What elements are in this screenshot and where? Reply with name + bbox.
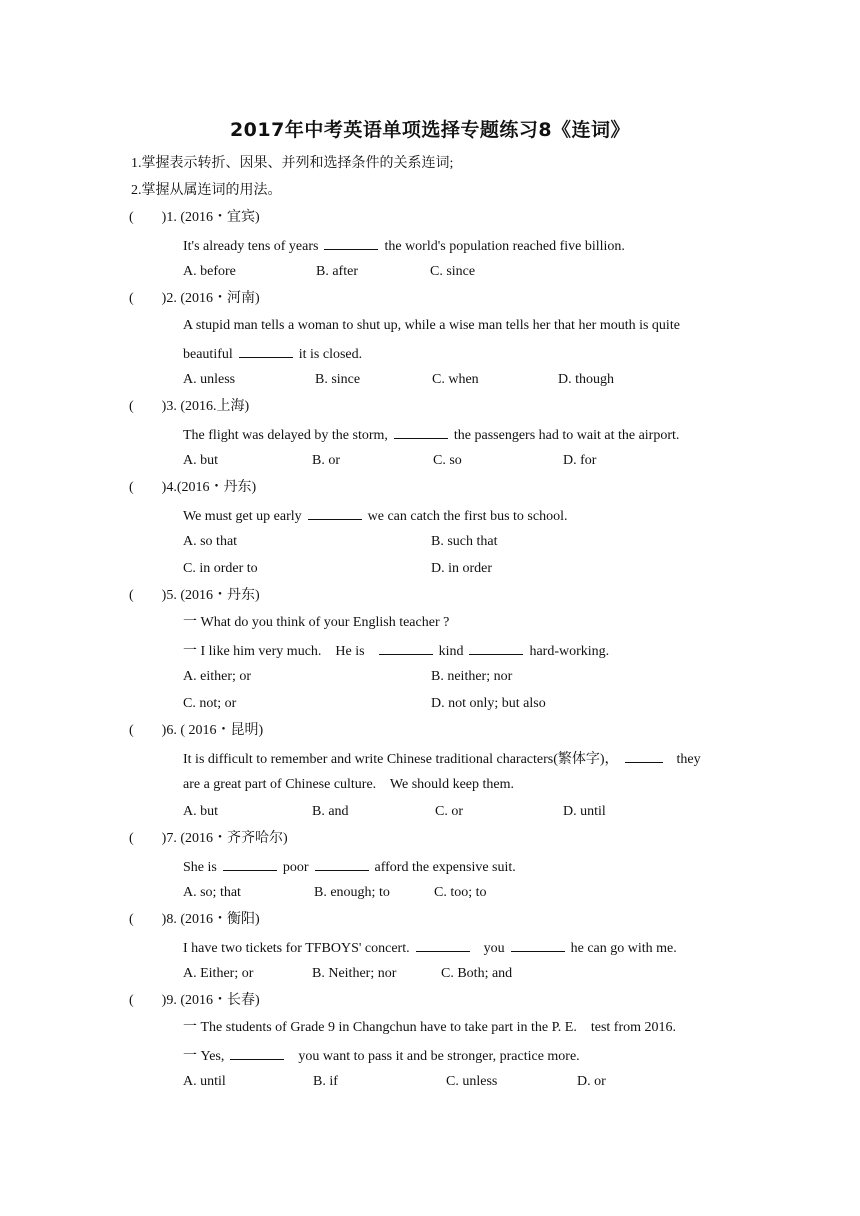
stem-text: the passengers had to wait at the airport. — [453, 428, 680, 443]
option-a: A. unless — [183, 372, 236, 387]
question-1-stem — [183, 236, 625, 256]
option-d: D. in order — [431, 561, 493, 576]
option-b: B. if — [313, 1074, 338, 1089]
question-5-header: ( )5. (2016・丹东) — [129, 588, 260, 603]
answer-blank — [230, 1046, 284, 1060]
stem-text: 一 I like him very much. He is — [183, 644, 365, 659]
option-c: C. too; to — [434, 885, 487, 900]
question-3-stem — [183, 425, 679, 445]
answer-blank — [394, 425, 448, 439]
stem-text: The flight was delayed by the storm, — [183, 428, 388, 443]
option-a: A. but — [183, 804, 218, 819]
stem-text: hard-working. — [529, 644, 610, 659]
question-header-text: )9. (2016・长春) — [161, 993, 260, 1008]
option-c: C. since — [430, 264, 476, 279]
question-4-stem — [183, 506, 567, 526]
stem-text: I have two tickets for TFBOYS' concert. — [183, 941, 410, 956]
question-7-header: ( )7. (2016・齐齐哈尔) — [129, 831, 288, 846]
question-header-text: )7. (2016・齐齐哈尔) — [161, 831, 288, 846]
page-title: 2017年中考英语单项选择专题练习8《连词》 — [229, 119, 631, 141]
answer-blank — [625, 749, 663, 763]
answer-blank — [416, 938, 470, 952]
question-2-header: ( )2. (2016・河南) — [129, 291, 260, 306]
option-a: A. so; that — [183, 885, 241, 900]
stem-text: you — [483, 941, 505, 956]
answer-blank — [324, 236, 378, 250]
question-6-stem-line-2: are a great part of Chinese culture. We should keep them. — [183, 777, 514, 792]
stem-text: we can catch the first bus to school. — [367, 509, 568, 524]
answer-blank — [379, 641, 433, 655]
option-d: D. for — [563, 453, 597, 468]
question-header-text: )5. (2016・丹东) — [161, 588, 260, 603]
option-d: D. until — [563, 804, 606, 819]
option-c: C. in order to — [183, 561, 258, 576]
question-9-stem-line-2 — [183, 1046, 580, 1066]
option-c: C. or — [435, 804, 463, 819]
option-d: D. or — [577, 1074, 606, 1089]
stem-text: beautiful — [183, 347, 233, 362]
option-b: B. and — [312, 804, 349, 819]
stem-text: It's already tens of years — [183, 239, 319, 254]
stem-text: it is closed. — [298, 347, 363, 362]
stem-text: It is difficult to remember and write Chinese traditional characters(繁体字)， — [183, 752, 619, 767]
option-b: B. or — [312, 453, 340, 468]
option-c: C. so — [433, 453, 462, 468]
question-7-stem — [183, 857, 516, 877]
option-b: B. since — [315, 372, 361, 387]
question-2-stem-line-1: A stupid man tells a woman to shut up, while a wise man tells her that her mouth is quite — [183, 318, 680, 333]
question-5-stem-line-1: 一 What do you think of your English teacher ? — [183, 615, 450, 630]
question-header-text: )1. (2016・宜宾) — [161, 210, 260, 225]
question-6-stem-line-1 — [183, 749, 701, 769]
stem-text: kind — [438, 644, 464, 659]
question-header-text: )4.(2016・丹东) — [161, 480, 257, 495]
option-d: D. not only; but also — [431, 696, 546, 711]
stem-text: 一 Yes, — [183, 1049, 225, 1064]
question-header-text: )3. (2016.上海) — [161, 399, 250, 414]
option-a: A. Either; or — [183, 966, 254, 981]
stem-text: the world's population reached five billion. — [384, 239, 625, 254]
question-2-stem-line-2 — [183, 344, 362, 364]
answer-blank — [469, 641, 523, 655]
option-a: A. until — [183, 1074, 226, 1089]
option-c: C. Both; and — [441, 966, 513, 981]
stem-text: you want to pass it and be stronger, practice more. — [298, 1049, 580, 1064]
question-header-text: )8. (2016・衡阳) — [161, 912, 260, 927]
question-header-text: )2. (2016・河南) — [161, 291, 260, 306]
intro-line-1: 1.掌握表示转折、因果、并列和选择条件的关系连词; — [131, 156, 454, 171]
intro-line-2: 2.掌握从属连词的用法。 — [131, 183, 282, 198]
option-c: C. unless — [446, 1074, 498, 1089]
stem-text: afford the expensive suit. — [374, 860, 516, 875]
question-8-stem — [183, 938, 677, 958]
answer-blank — [511, 938, 565, 952]
question-9-header: ( )9. (2016・长春) — [129, 993, 260, 1008]
stem-text: they — [676, 752, 701, 767]
option-b: B. Neither; nor — [312, 966, 397, 981]
answer-blank — [223, 857, 277, 871]
stem-text: he can go with me. — [570, 941, 677, 956]
option-b: B. after — [316, 264, 358, 279]
option-c: C. when — [432, 372, 479, 387]
question-8-header: ( )8. (2016・衡阳) — [129, 912, 260, 927]
option-b: B. neither; nor — [431, 669, 513, 684]
option-d: D. though — [558, 372, 614, 387]
option-b: B. enough; to — [314, 885, 390, 900]
option-a: A. but — [183, 453, 218, 468]
option-b: B. such that — [431, 534, 498, 549]
question-4-header: ( )4.(2016・丹东) — [129, 480, 257, 495]
question-header-text: )6. ( 2016・昆明) — [161, 723, 264, 738]
answer-blank — [239, 344, 293, 358]
question-1-header: ( )1. (2016・宜宾) — [129, 210, 260, 225]
option-a: A. either; or — [183, 669, 252, 684]
stem-text: We must get up early — [183, 509, 302, 524]
question-9-stem-line-1: 一 The students of Grade 9 in Changchun have to take part in the P. E. test from 2016. — [183, 1020, 677, 1035]
stem-text: poor — [282, 860, 309, 875]
answer-blank — [308, 506, 362, 520]
question-5-stem-line-2 — [183, 641, 609, 661]
question-3-header: ( )3. (2016.上海) — [129, 399, 250, 414]
option-a: A. so that — [183, 534, 238, 549]
question-6-header: ( )6. ( 2016・昆明) — [129, 723, 264, 738]
option-c: C. not; or — [183, 696, 237, 711]
stem-text: She is — [183, 860, 217, 875]
option-a: A. before — [183, 264, 236, 279]
answer-blank — [315, 857, 369, 871]
